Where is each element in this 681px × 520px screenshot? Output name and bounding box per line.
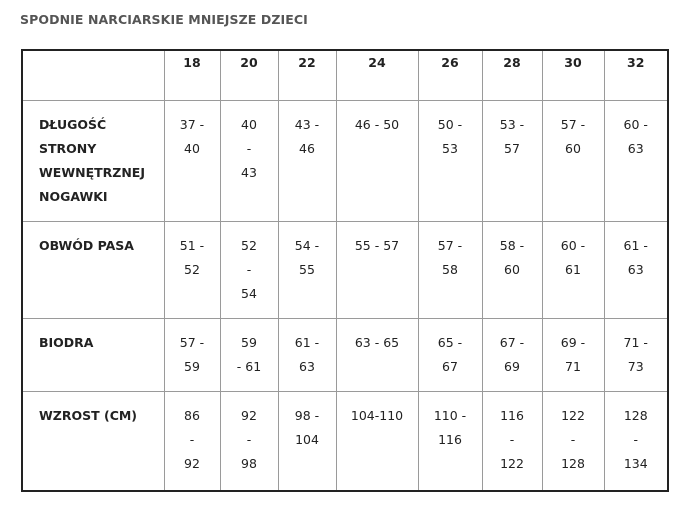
table-row (22, 392, 668, 492)
size-chart-table (21, 49, 669, 492)
row-label: DŁUGOŚĆ STRONY WEWNĘTRZNEJ NOGAWKI (22, 101, 164, 222)
table-cell: 128 - 134 (604, 392, 668, 492)
table-cell: 69 - 71 (542, 319, 604, 392)
size-header: 22 (278, 50, 336, 101)
size-header: 28 (482, 50, 542, 101)
table-row (22, 101, 668, 222)
size-header: 26 (418, 50, 482, 101)
corner-cell (22, 50, 164, 101)
page-title: SPODNIE NARCIARSKIE MNIEJSZE DZIECI (20, 12, 308, 27)
size-header: 20 (220, 50, 278, 101)
table-cell: 57 - 60 (542, 101, 604, 222)
table-cell: 55 - 57 (336, 222, 418, 319)
table-cell: 61 - 63 (604, 222, 668, 319)
size-header: 18 (164, 50, 220, 101)
table-cell: 51 - 52 (164, 222, 220, 319)
table-cell: 116 - 122 (482, 392, 542, 492)
table-cell: 43 - 46 (278, 101, 336, 222)
table-cell: 59 - 61 (220, 319, 278, 392)
table-cell: 98 - 104 (278, 392, 336, 492)
table-cell: 65 - 67 (418, 319, 482, 392)
row-label: WZROST (CM) (22, 392, 164, 492)
table-cell: 52 - 54 (220, 222, 278, 319)
table-cell: 122 - 128 (542, 392, 604, 492)
size-header: 32 (604, 50, 668, 101)
table-cell: 104-110 (336, 392, 418, 492)
table-cell: 67 - 69 (482, 319, 542, 392)
table-cell: 37 - 40 (164, 101, 220, 222)
table-cell: 46 - 50 (336, 101, 418, 222)
table-cell: 61 - 63 (278, 319, 336, 392)
table-row (22, 319, 668, 392)
size-header: 24 (336, 50, 418, 101)
table-row (22, 222, 668, 319)
table-cell: 92 - 98 (220, 392, 278, 492)
table-cell: 60 - 63 (604, 101, 668, 222)
table-cell: 86 - 92 (164, 392, 220, 492)
row-label: BIODRA (22, 319, 164, 392)
table-cell: 110 - 116 (418, 392, 482, 492)
table-cell: 57 - 58 (418, 222, 482, 319)
size-header: 30 (542, 50, 604, 101)
table-cell: 54 - 55 (278, 222, 336, 319)
table-cell: 40 - 43 (220, 101, 278, 222)
table-cell: 63 - 65 (336, 319, 418, 392)
table-cell: 53 - 57 (482, 101, 542, 222)
table-cell: 57 - 59 (164, 319, 220, 392)
header-row (22, 50, 668, 101)
table-cell: 50 - 53 (418, 101, 482, 222)
table-cell: 58 - 60 (482, 222, 542, 319)
table-cell: 71 - 73 (604, 319, 668, 392)
row-label: OBWÓD PASA (22, 222, 164, 319)
table-cell: 60 - 61 (542, 222, 604, 319)
